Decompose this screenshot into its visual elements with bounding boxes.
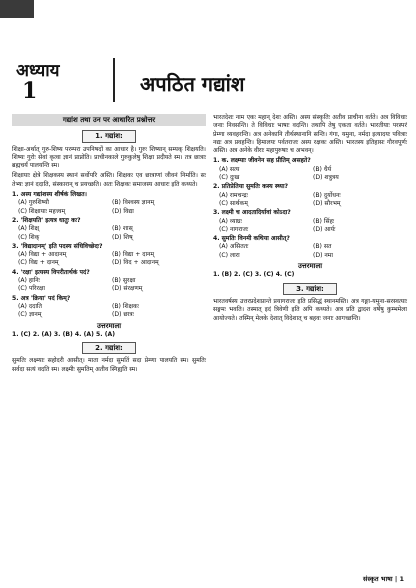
passage-3-title: 3. गद्यांश: xyxy=(283,283,337,295)
question-text: 1. क. लक्ष्म्याः जीवनेन सह प्रीतिम् असहते? xyxy=(213,157,311,165)
right-column xyxy=(213,114,407,325)
chapter-label: अध्याय xyxy=(16,61,60,81)
section-band: गद्यांश तथा उन पर आधारित प्रश्नोत्तर xyxy=(12,114,206,126)
passage-1-para-2: शिक्षायाः क्षेत्रे शिक्षकस्य स्थानं सर्वोपरि अस्ति। शिक्षकः एव छात्राणां जीवनं निर्माति। सः तेभ्यः ज्ञानं ददाति, संस्कारान् च प्रयच्छति। अतः शिक्षकः समाजस्य आधारः इति कथ्यते। xyxy=(12,172,206,188)
option: (C) विद्य + दानम् xyxy=(18,259,59,267)
passage-2-continued: भारतदेशः नाम एकः महान् देशः अस्ति। अस्य संस्कृतिः अतीव प्राचीना वर्तते। अत्र विविधाः जनाः निवसन्ति। ते विविधाः भाषाः वदन्ति। तथापि तेषु एकता वर्तते। भारतीयाः परस्परं प्रेम्णा व्यवहरन्ति। अत्र अनेकानि तीर्थस्थानानि सन्ति। गंगा, यमुना, नर्मदा इत्यादयः पवित्राः नद्यः अत्र प्रवहन्ति। हिमालयः पर्वतराजः अस्य रक्षकः अस्ति। भारतस्य इतिहासः गौरवपूर्णः अस्ति। अत्र अनेके वीराः महापुरुषाः च अभवन्। xyxy=(213,114,407,155)
question-text: 4. 'रक्षा' इत्यस्य विपरीतार्थकं पदं? xyxy=(12,268,90,276)
option: (C) दुःख xyxy=(219,174,240,182)
option: (D) शिष् xyxy=(112,233,133,241)
question-text: 4. सुमतिः विनमी कथिया आसीत्? xyxy=(213,235,290,243)
question-text: 1. अस्य गद्यांशस्य शीर्षकं लिखत। xyxy=(12,191,87,199)
option: (A) हानिः xyxy=(18,277,40,285)
option: (A) सत्य xyxy=(219,165,240,173)
option: (B) सुरक्षा xyxy=(112,277,136,285)
question-text: 3. 'विद्यादानम्' इति पदस्य संधिविच्छेदः? xyxy=(12,242,103,250)
option: (B) सिंहः xyxy=(313,217,335,225)
option: (D) सौरभम् xyxy=(313,199,341,207)
passage-1-para-1: शिक्षा-अर्थात् गुरु-शिष्य परम्परा उपनिषदों का आधार है। गुरुः शिष्यान् सम्यक् शिक्षयति। शिष्यः गुरोः सेवां कृत्वा ज्ञानं प्राप्नोति। प्राचीनकाले गुरुकुलेषु शिक्षा प्रदीयते स्म। तत्र छात्राः ब्रह्मचर्यं पालयन्ति स्म। xyxy=(12,145,206,170)
answer-key-title: उत्तरमाला xyxy=(96,321,122,330)
option: (A) असिततः xyxy=(219,243,249,251)
question-r1 xyxy=(213,157,407,182)
page-footer: संस्कृत भाषा | 1 xyxy=(363,575,404,583)
divider xyxy=(113,58,115,102)
question-3 xyxy=(12,243,206,268)
option: (C) ज्ञानम् xyxy=(18,311,42,319)
option: (C) परिरक्षा xyxy=(18,285,45,293)
option: (B) सत xyxy=(313,243,332,251)
passage-2-title: 2. गद्यांश: xyxy=(82,342,136,354)
option: (D) विद + आदानम् xyxy=(112,259,159,267)
answer-key-title: उत्तरमाला xyxy=(297,262,323,271)
option: (A) ददाति xyxy=(18,302,42,310)
option: (C) नागराजः xyxy=(219,225,249,233)
chapter-title: अपठित गद्यांश xyxy=(140,72,245,96)
question-text: 2. प्रतिप्रेतिया सुमतिः कस्य स्थ्या? xyxy=(213,183,289,191)
option: (A) गुरुशिष्यौ xyxy=(18,199,49,207)
option: (B) विश्वस्य ज्ञानम् xyxy=(112,199,155,207)
passage-1-title: 1. गद्यांश: xyxy=(82,130,136,142)
passage-3-para: भारतवर्षस्य उत्तरप्रदेशप्रान्ते प्रयागराजः इति प्रसिद्धं स्थानमस्ति। अत्र गङ्गा-यमुना-सरस्वत्याः सङ्गमः भवति। तस्मात् इदं त्रिवेणी इति अपि कथ्यते। अत्र प्रति द्वादश वर्षेषु कुम्भमेला आयोज्यते। तस्मिन् मेलके देशात् विदेशात् च बहवः जनाः आगच्छन्ति। xyxy=(213,297,407,322)
question-text: 2. 'शिक्षयति' इत्यत्र धातुः कः? xyxy=(12,216,81,224)
question-4 xyxy=(12,269,206,294)
passage-2-para: सुमतिः लक्ष्म्याः सहोदरी आसीत्। माता नर्मदा सुमतिं सदा प्रेम्णा पालयति स्म। सुमतिः सर्वदा सत्यं वदति स्म। लक्ष्मीः सुमतिम् अतीव स्निह्यति स्म। xyxy=(12,357,206,373)
option: (A) विद्या + आदानम् xyxy=(18,251,67,259)
option: (B) शिक्षकः xyxy=(112,302,139,310)
option: (A) शिक्ष् xyxy=(18,225,39,233)
chapter-number: 1 xyxy=(22,78,38,104)
question-r3 xyxy=(213,209,407,234)
answer-key: 1. (C) 2. (A) 3. (B) 4. (A) 5. (A) xyxy=(12,330,115,338)
chapter-header xyxy=(0,0,416,108)
question-text: 5. अत्र 'क्रिया' पदं किम्? xyxy=(12,294,71,302)
option: (C) सार्थकम् xyxy=(219,199,248,207)
answer-key: 1. (B) 2. (C) 3. (C) 4. (C) xyxy=(213,271,295,279)
option: (B) विद्या + दानम् xyxy=(112,251,155,259)
left-column xyxy=(12,114,206,376)
question-r2 xyxy=(213,183,407,208)
question-2 xyxy=(12,217,206,242)
option: (C) शिक्षायाः महत्त्वम् xyxy=(18,207,66,215)
option: (C) लारा xyxy=(219,251,240,259)
option: (B) शास् xyxy=(112,225,133,233)
option: (A) व्याघ्रः xyxy=(219,217,242,225)
question-r4 xyxy=(213,235,407,260)
question-text: 3. लक्ष्मी च आदतादिर्यावां कोऽदा? xyxy=(213,209,291,217)
option: (C) शिक् xyxy=(18,233,40,241)
question-1 xyxy=(12,191,206,216)
option: (D) संरक्षणम् xyxy=(112,285,143,293)
option: (D) शत्रुत्रय xyxy=(313,174,339,182)
question-5 xyxy=(12,295,206,320)
option: (D) विद्या xyxy=(112,207,134,215)
option: (A) रामचन्द्रः xyxy=(219,191,248,199)
option: (D) छात्रः xyxy=(112,311,134,319)
option: (D) नमा xyxy=(313,251,333,259)
option: (D) आर्यः xyxy=(313,225,336,233)
option: (B) दुर्योधनः xyxy=(313,191,341,199)
option: (B) धैर्य xyxy=(313,165,332,173)
